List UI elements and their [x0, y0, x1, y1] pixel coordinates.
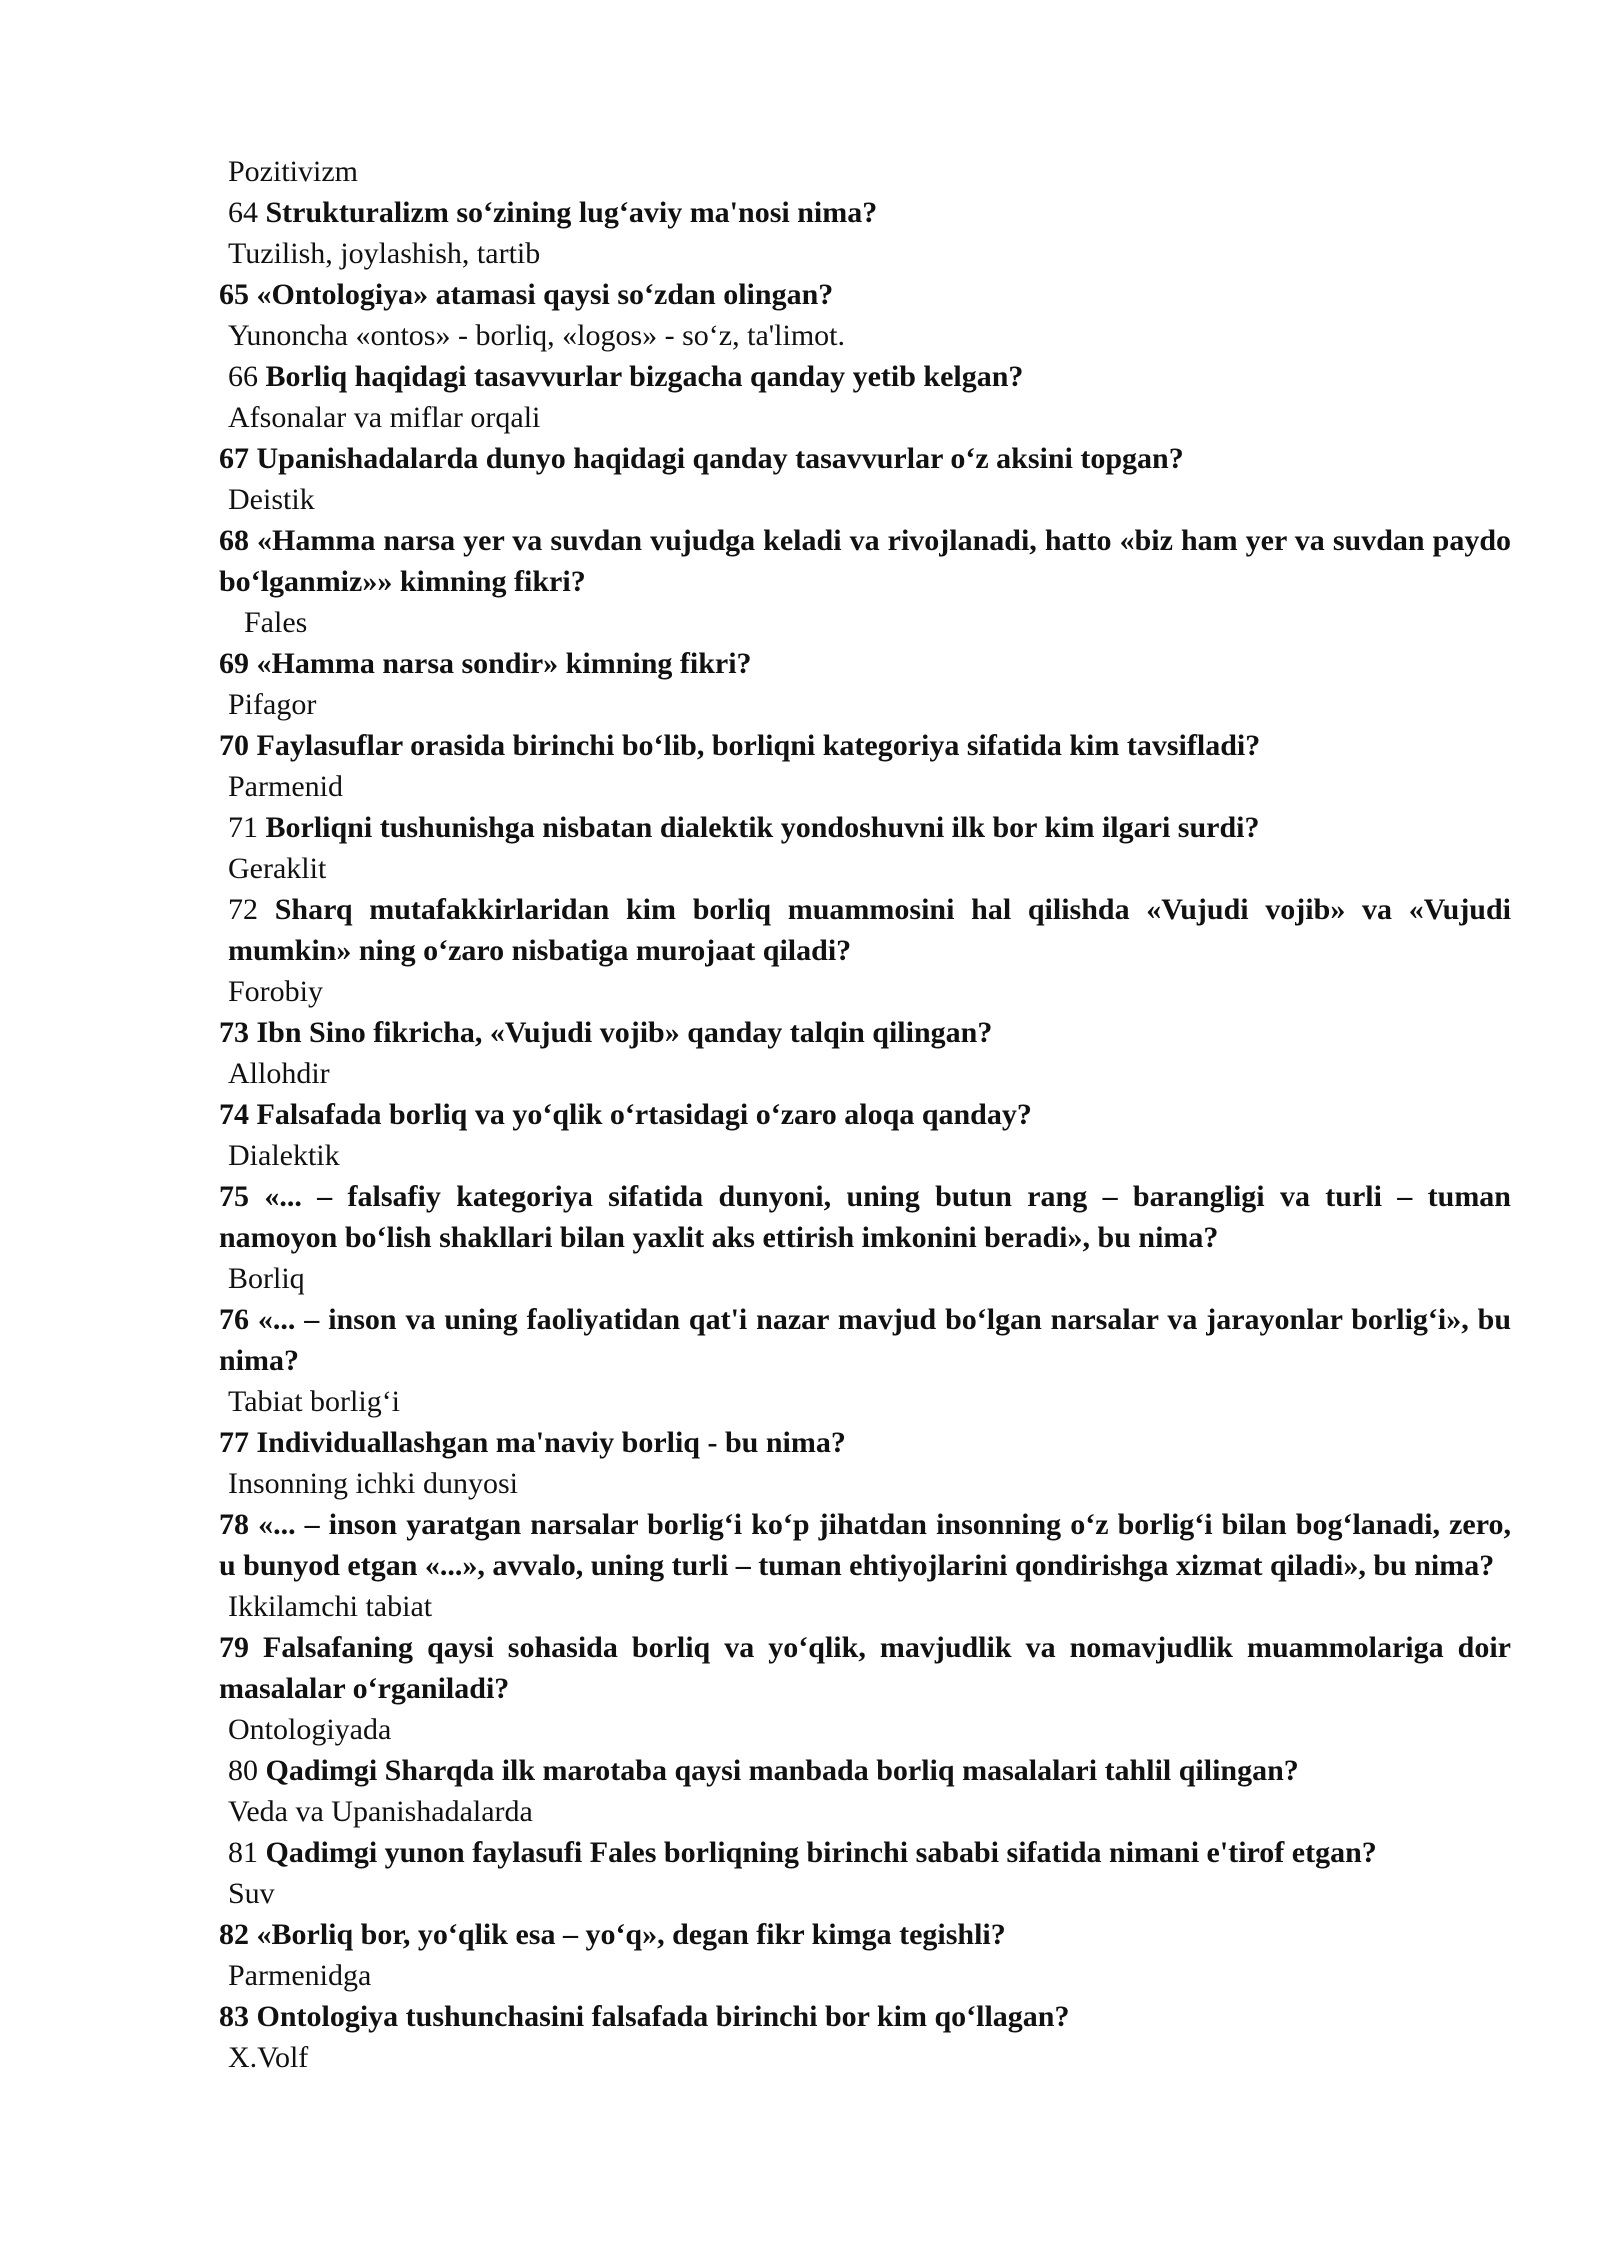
question-line — [219, 1094, 1511, 1135]
answer-text: Parmenidga — [228, 1959, 372, 1992]
question-number: 78 — [219, 1508, 249, 1541]
question-line — [219, 356, 1511, 397]
question-number: 75 — [219, 1180, 249, 1213]
question-text: «... – inson va uning faoliyatidan qat'i nazar mavjud bo‘lgan narsalar va jarayonlar borlig‘i», bu nima? — [219, 1303, 1512, 1377]
answer-text: X.Volf — [228, 2041, 309, 2074]
question-text: Qadimgi Sharqda ilk marotaba qaysi manbada borliq masalalari tahlil qilingan? — [265, 1754, 1299, 1787]
question-line — [219, 274, 1511, 315]
question-line — [219, 1914, 1511, 1955]
question-number: 74 — [219, 1098, 249, 1131]
question-number: 69 — [219, 647, 249, 680]
question-text: Qadimgi yunon faylasufi Fales borliqning birinchi sababi sifatida nimani e'tirof etgan? — [265, 1836, 1377, 1869]
answer-text: Borliq — [228, 1262, 305, 1295]
question-text: «Hamma narsa yer va suvdan vujudga keladi va rivojlanadi, hatto «biz ham yer va suvdan paydo bo‘lganmiz»» kimning fikri? — [219, 524, 1511, 598]
question-line — [219, 1750, 1511, 1791]
question-number: 67 — [219, 442, 249, 475]
question-line — [219, 192, 1511, 233]
answer-text: Forobiy — [228, 975, 324, 1008]
question-text: Ibn Sino fikricha, «Vujudi vojib» qanday talqin qilingan? — [256, 1016, 993, 1049]
answer-text: Pozitivizm — [228, 155, 358, 188]
answer-text: Allohdir — [228, 1057, 330, 1090]
answer-text: Tabiat borlig‘i — [228, 1385, 401, 1418]
answer-text: Ontologiyada — [228, 1713, 392, 1746]
question-line — [219, 889, 1511, 971]
question-text: Borliq haqidagi tasavvurlar bizgacha qanday yetib kelgan? — [265, 360, 1024, 393]
answer-text: Tuzilish, joylashish, tartib — [228, 237, 541, 270]
question-line — [219, 807, 1511, 848]
answer-text: Insonning ichki dunyosi — [228, 1467, 518, 1500]
answer-text: Veda va Upanishadalarda — [228, 1795, 533, 1828]
question-line — [219, 1176, 1511, 1258]
question-number: 77 — [219, 1426, 249, 1459]
question-text: Faylasuflar orasida birinchi bo‘lib, borliqni kategoriya sifatida kim tavsifladi? — [256, 729, 1261, 762]
question-line — [219, 1627, 1511, 1709]
question-number: 72 — [228, 893, 258, 926]
answer-text: Fales — [244, 606, 308, 639]
answer-text: Geraklit — [228, 852, 327, 885]
answer-text: Afsonalar va miflar orqali — [228, 401, 541, 434]
question-text: Sharq mutafakkirlaridan kim borliq muammosini hal qilishda «Vujudi vojib» va «Vujudi mumkin» ning o‘zaro nisbatiga murojaat qiladi? — [228, 893, 1512, 967]
question-line — [219, 1504, 1511, 1586]
question-line — [219, 643, 1511, 684]
question-line — [219, 1012, 1511, 1053]
question-line — [219, 438, 1511, 479]
question-text: «Borliq bor, yo‘qlik esa – yo‘q», degan fikr kimga tegishli? — [256, 1918, 1006, 1951]
question-number: 71 — [228, 811, 258, 844]
question-text: Falsafaning qaysi sohasida borliq va yo‘qlik, mavjudlik va nomavjudlik muammolariga doir masalalar o‘rganiladi? — [219, 1631, 1512, 1705]
question-number: 70 — [219, 729, 249, 762]
question-number: 81 — [228, 1836, 258, 1869]
question-text: Borliqni tushunishga nisbatan dialektik yondoshuvni ilk bor kim ilgari surdi? — [265, 811, 1260, 844]
question-text: Ontologiya tushunchasini falsafada birinchi bor kim qo‘llagan? — [256, 2000, 1070, 2033]
question-number: 65 — [219, 278, 249, 311]
question-text: Upanishadalarda dunyo haqidagi qanday tasavvurlar o‘z aksini topgan? — [256, 442, 1184, 475]
answer-text: Suv — [228, 1877, 275, 1910]
question-line — [219, 1832, 1511, 1873]
answer-text: Ikkilamchi tabiat — [228, 1590, 433, 1623]
question-line — [219, 1299, 1511, 1381]
question-text: «Hamma narsa sondir» kimning fikri? — [256, 647, 752, 680]
question-number: 66 — [228, 360, 258, 393]
question-number: 80 — [228, 1754, 258, 1787]
document-page — [219, 151, 1511, 2078]
question-line — [219, 520, 1511, 602]
answer-text: Pifagor — [228, 688, 317, 721]
question-text: Individuallashgan ma'naviy borliq - bu nima? — [256, 1426, 846, 1459]
answer-text: Parmenid — [228, 770, 343, 803]
question-text: Falsafada borliq va yo‘qlik o‘rtasidagi o‘zaro aloqa qanday? — [256, 1098, 1032, 1131]
question-text: «Ontologiya» atamasi qaysi so‘zdan olingan? — [256, 278, 834, 311]
question-line — [219, 1422, 1511, 1463]
question-text: «... – inson yaratgan narsalar borlig‘i ko‘p jihatdan insonning o‘z borlig‘i bilan bog‘lanadi, zero, u bunyod etgan «...», avvalo, uning turli – tuman ehtiyojlarini qondirishga xizmat qiladi», bu nima? — [219, 1508, 1511, 1582]
answer-text: Yunoncha «ontos» - borliq, «logos» - so‘z, ta'limot. — [228, 319, 846, 352]
answer-text: Deistik — [228, 483, 315, 516]
question-text: «... – falsafiy kategoriya sifatida dunyoni, uning butun rang – barangligi va turli – tuman namoyon bo‘lish shakllari bilan yaxlit aks ettirish imkonini beradi», bu nima? — [219, 1180, 1511, 1254]
question-number: 76 — [219, 1303, 249, 1336]
question-text: Strukturalizm so‘zining lug‘aviy ma'nosi nima? — [265, 196, 878, 229]
answer-text: Dialektik — [228, 1139, 340, 1172]
question-number: 73 — [219, 1016, 249, 1049]
question-line — [219, 725, 1511, 766]
question-number: 79 — [219, 1631, 249, 1664]
question-number: 83 — [219, 2000, 249, 2033]
question-line — [219, 1996, 1511, 2037]
question-number: 82 — [219, 1918, 249, 1951]
question-number: 68 — [219, 524, 249, 557]
question-number: 64 — [228, 196, 258, 229]
